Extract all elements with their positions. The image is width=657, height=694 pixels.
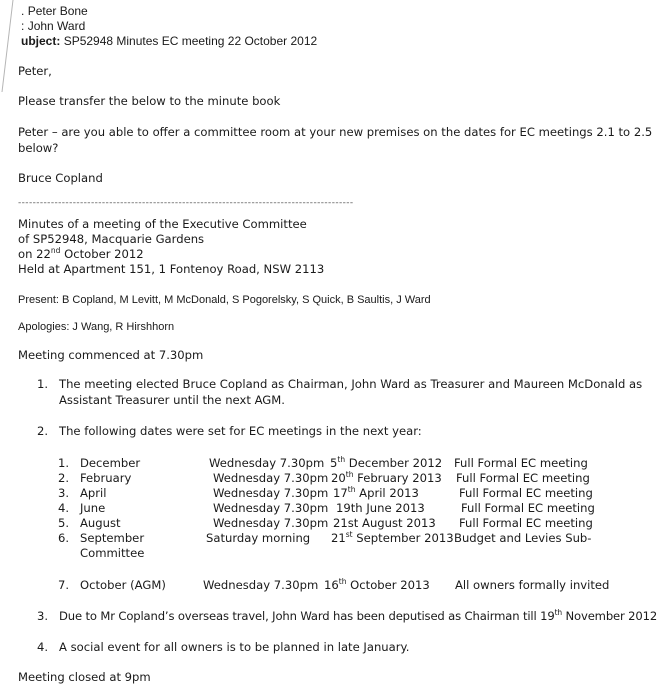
schedule-month-continued: Committee	[80, 546, 145, 560]
present-list: Present: B Copland, M Levitt, M McDonald, S Pogorelsky, S Quick, B Saultis, J Ward	[18, 294, 431, 306]
schedule-month: August	[80, 516, 121, 530]
schedule-time: Saturday morning	[206, 531, 311, 545]
schedule-row	[0, 501, 604, 516]
schedule-date-suffix: st	[345, 530, 353, 540]
divider-line: --------------------------------------------------------------------------------------------	[18, 198, 354, 208]
minutes-heading-line-3	[18, 247, 144, 261]
schedule-month: June	[80, 501, 106, 515]
page-edge-shadow	[0, 0, 14, 92]
meeting-commenced: Meeting commenced at 7.30pm	[18, 348, 204, 362]
meeting-date-day: on 22	[18, 247, 51, 261]
meeting-closed: Meeting closed at 9pm	[18, 670, 151, 684]
schedule-date	[333, 516, 436, 530]
schedule-number: 5.	[58, 516, 70, 530]
schedule-number: 6.	[58, 531, 70, 545]
header-to	[21, 4, 88, 18]
schedule-type: Full Formal EC meeting	[459, 486, 593, 500]
item-3-text	[59, 609, 657, 623]
schedule-date-day: 17	[333, 486, 348, 500]
schedule-date	[333, 486, 419, 500]
header-subject-label: ubject:	[21, 34, 61, 48]
schedule-date-rest: October 2013	[346, 578, 430, 592]
schedule-type: Budget and Levies Sub-	[454, 531, 592, 545]
schedule-row	[0, 456, 604, 471]
item-1-number: 1.	[37, 377, 49, 391]
schedule-date-suffix: th	[338, 577, 347, 587]
schedule-date-day: 21	[331, 531, 346, 545]
schedule-date	[331, 531, 454, 545]
request-text: Please transfer the below to the minute book	[18, 94, 281, 108]
schedule-date-day: 16	[324, 578, 339, 592]
schedule-month: September	[80, 531, 145, 545]
minutes-heading-line-1: Minutes of a meeting of the Executive Committee	[18, 217, 307, 231]
schedule-month: April	[80, 486, 107, 500]
header-from-value: John Ward	[27, 19, 86, 33]
schedule-number: 3.	[58, 486, 70, 500]
item-4-text: A social event for all owners is to be planned in late January.	[59, 640, 410, 654]
schedule-number: 1.	[58, 456, 70, 470]
schedule-date	[324, 578, 430, 592]
schedule-type: Full Formal EC meeting	[461, 501, 595, 515]
schedule-number: 2.	[58, 471, 70, 485]
meeting-date-suffix: nd	[50, 246, 61, 256]
schedule-month: February	[80, 471, 132, 485]
schedule-row	[0, 516, 604, 531]
schedule-date-rest: September 2013	[352, 531, 454, 545]
item-4-number: 4.	[37, 640, 49, 654]
schedule-date-text: 21st August 2013	[333, 516, 436, 530]
schedule-type: All owners formally invited	[455, 578, 610, 592]
schedule-date-rest: April 2013	[355, 486, 419, 500]
meeting-date-rest: October 2012	[60, 247, 144, 261]
item-1-line-2: Assistant Treasurer until the next AGM.	[59, 393, 285, 407]
schedule-month: December	[80, 456, 141, 470]
schedule-date	[331, 471, 442, 485]
schedule-time: Wednesday 7.30pm	[213, 471, 329, 485]
item-3-number: 3.	[37, 609, 49, 623]
item-3-text-end: November 2012	[561, 609, 657, 623]
header-to-label: .	[21, 4, 25, 18]
schedule-date-rest: February 2013	[353, 471, 442, 485]
schedule-time: Wednesday 7.30pm	[213, 501, 329, 515]
schedule-date-suffix: th	[345, 470, 354, 480]
item-1-line-1: The meeting elected Bruce Copland as Chairman, John Ward as Treasurer and Maureen McDonald as	[59, 377, 643, 391]
schedule-type: Full Formal EC meeting	[454, 456, 588, 470]
schedule-time: Wednesday 7.30pm	[209, 456, 325, 470]
schedule-time: Wednesday 7.30pm	[203, 578, 319, 592]
schedule-date-text: 19th June 2013	[336, 501, 425, 515]
schedule-time: Wednesday 7.30pm	[213, 516, 329, 530]
schedule-month: October (AGM)	[80, 578, 166, 592]
apologies-list: Apologies: J Wang, R Hirshhorn	[18, 321, 175, 333]
schedule-date-suffix: th	[337, 455, 346, 465]
schedule-row	[0, 471, 604, 486]
schedule-number: 7.	[58, 578, 70, 592]
greeting: Peter,	[18, 64, 52, 78]
schedule-row	[0, 486, 604, 501]
schedule-date-rest: December 2012	[345, 456, 443, 470]
item-2-number: 2.	[37, 424, 49, 438]
schedule-date	[330, 456, 442, 470]
schedule-date-day: 20	[331, 471, 346, 485]
header-subject	[21, 34, 317, 48]
header-to-value: Peter Bone	[27, 4, 88, 18]
minutes-heading-line-4: Held at Apartment 151, 1 Fontenoy Road, NSW 2113	[18, 262, 325, 276]
schedule-number: 4.	[58, 501, 70, 515]
schedule-row	[0, 531, 604, 546]
schedule-time: Wednesday 7.30pm	[213, 486, 329, 500]
schedule-date-suffix: th	[347, 485, 356, 495]
item-2-text: The following dates were set for EC meetings in the next year:	[59, 424, 422, 438]
header-from	[21, 19, 85, 33]
schedule-date-day: 5	[330, 456, 338, 470]
question-line-2: below?	[18, 141, 59, 155]
schedule-row	[0, 577, 610, 593]
item-3-date-suffix: th	[554, 608, 562, 618]
header-subject-value: SP52948 Minutes EC meeting 22 October 2012	[63, 34, 318, 48]
schedule-type: Full Formal EC meeting	[459, 516, 593, 530]
schedule-date	[336, 501, 425, 515]
question-line-1: Peter – are you able to offer a committee room at your new premises on the dates for EC meetings 2.1 to 2.5	[18, 125, 653, 139]
signature: Bruce Copland	[18, 171, 103, 185]
minutes-heading-line-2: of SP52948, Macquarie Gardens	[18, 232, 205, 246]
item-3-text-main: Due to Mr Copland’s overseas travel, John Ward has been deputised as Chairman till 19	[59, 609, 555, 623]
schedule-type: Full Formal EC meeting	[456, 471, 590, 485]
header-from-label: :	[21, 19, 25, 33]
